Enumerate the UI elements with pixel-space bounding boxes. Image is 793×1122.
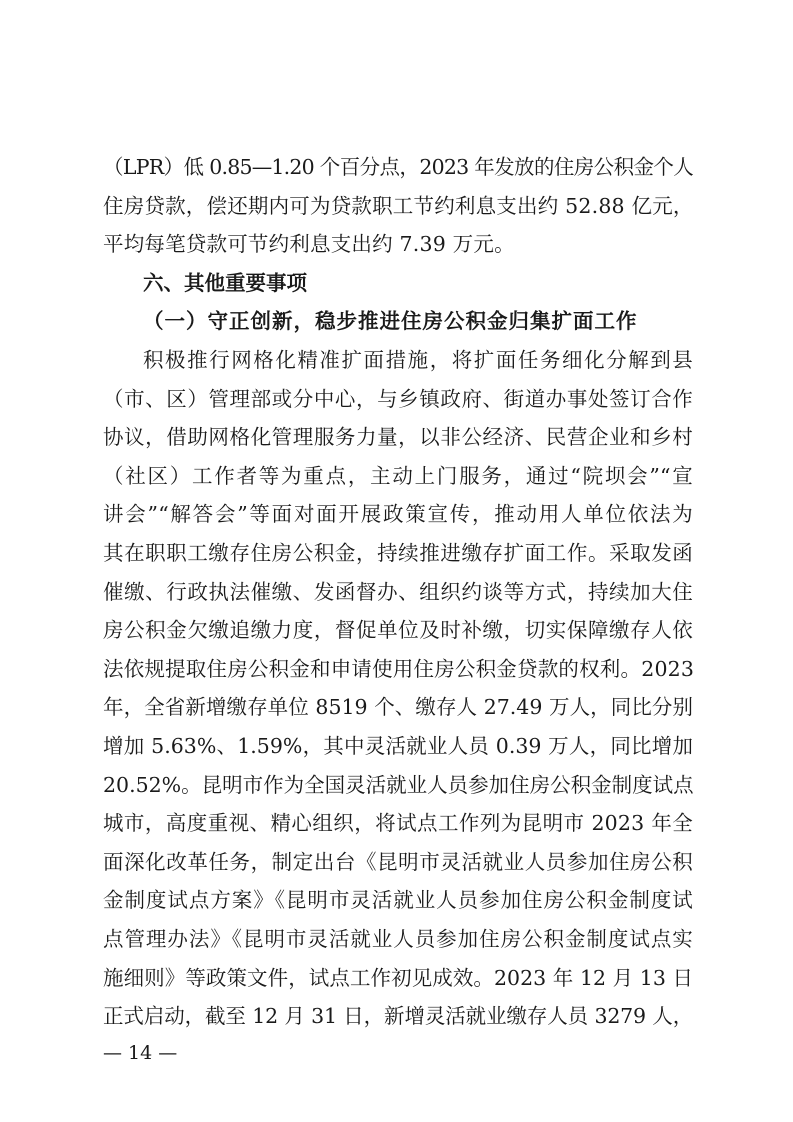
paragraph-line: 金制度试点方案》《昆明市灵活就业人员参加住房公积金制度试 [103, 888, 693, 913]
paragraph-line: （LPR）低 0.85—1.20 个百分点，2023 年发放的住房公积金个人 [103, 155, 693, 179]
paragraph-line: 积极推行网格化精准扩面措施，将扩面任务细化分解到县 [143, 348, 693, 372]
paragraph-line: 面深化改革任务，制定出台《昆明市灵活就业人员参加住房公积 [103, 849, 693, 874]
paragraph-line: 城市，高度重视、精心组织，将试点工作列为昆明市 2023 年全 [103, 811, 693, 836]
paragraph-line: 增加 5.63%、1.59%，其中灵活就业人员 0.39 万人，同比增加 [103, 734, 693, 758]
paragraph-line: （市、区）管理部或分中心，与乡镇政府、街道办事处签订合作 [103, 386, 693, 411]
paragraph-line: 讲会”“解答会”等面对面开展政策宣传，推动用人单位依法为 [103, 502, 693, 527]
paragraph-line: 催缴、行政执法催缴、发函督办、组织约谈等方式，持续加大住 [103, 579, 693, 604]
paragraph-line: 正式启动，截至 12 月 31 日，新增灵活就业缴存人员 3279 人， [103, 1004, 693, 1029]
paragraph-line: （社区）工作者等为重点，主动上门服务，通过“院坝会”“宣 [103, 463, 693, 488]
page-number: — 14 — [103, 1042, 178, 1064]
paragraph-line: 20.52%。昆明市作为全国灵活就业人员参加住房公积金制度试点 [103, 772, 694, 797]
paragraph-line: 点管理办法》《昆明市灵活就业人员参加住房公积金制度试点实 [103, 927, 693, 951]
paragraph-line: 法依规提取住房公积金和申请使用住房公积金贷款的权利。2023 [103, 656, 695, 681]
paragraph-line: 施细则》等政策文件，试点工作初见成效。2023 年 12 月 13 日 [103, 965, 693, 990]
paragraph-line: 房公积金欠缴追缴力度，督促单位及时补缴，切实保障缴存人依 [103, 618, 693, 643]
subsection-heading: （一）守正创新，稳步推进住房公积金归集扩面工作 [143, 309, 638, 334]
section-heading: 六、其他重要事项 [143, 270, 307, 295]
paragraph-line: 住房贷款，偿还期内可为贷款职工节约利息支出约 52.88 亿元， [103, 193, 694, 218]
paragraph-line: 协议，借助网格化管理服务力量，以非公经济、民营企业和乡村 [103, 425, 693, 450]
paragraph-line: 平均每笔贷款可节约利息支出约 7.39 万元。 [103, 232, 515, 257]
paragraph-line: 其在职职工缴存住房公积金，持续推进缴存扩面工作。采取发函 [103, 541, 693, 565]
paragraph-line: 年，全省新增缴存单位 8519 个、缴存人 27.49 万人，同比分别 [103, 695, 693, 720]
